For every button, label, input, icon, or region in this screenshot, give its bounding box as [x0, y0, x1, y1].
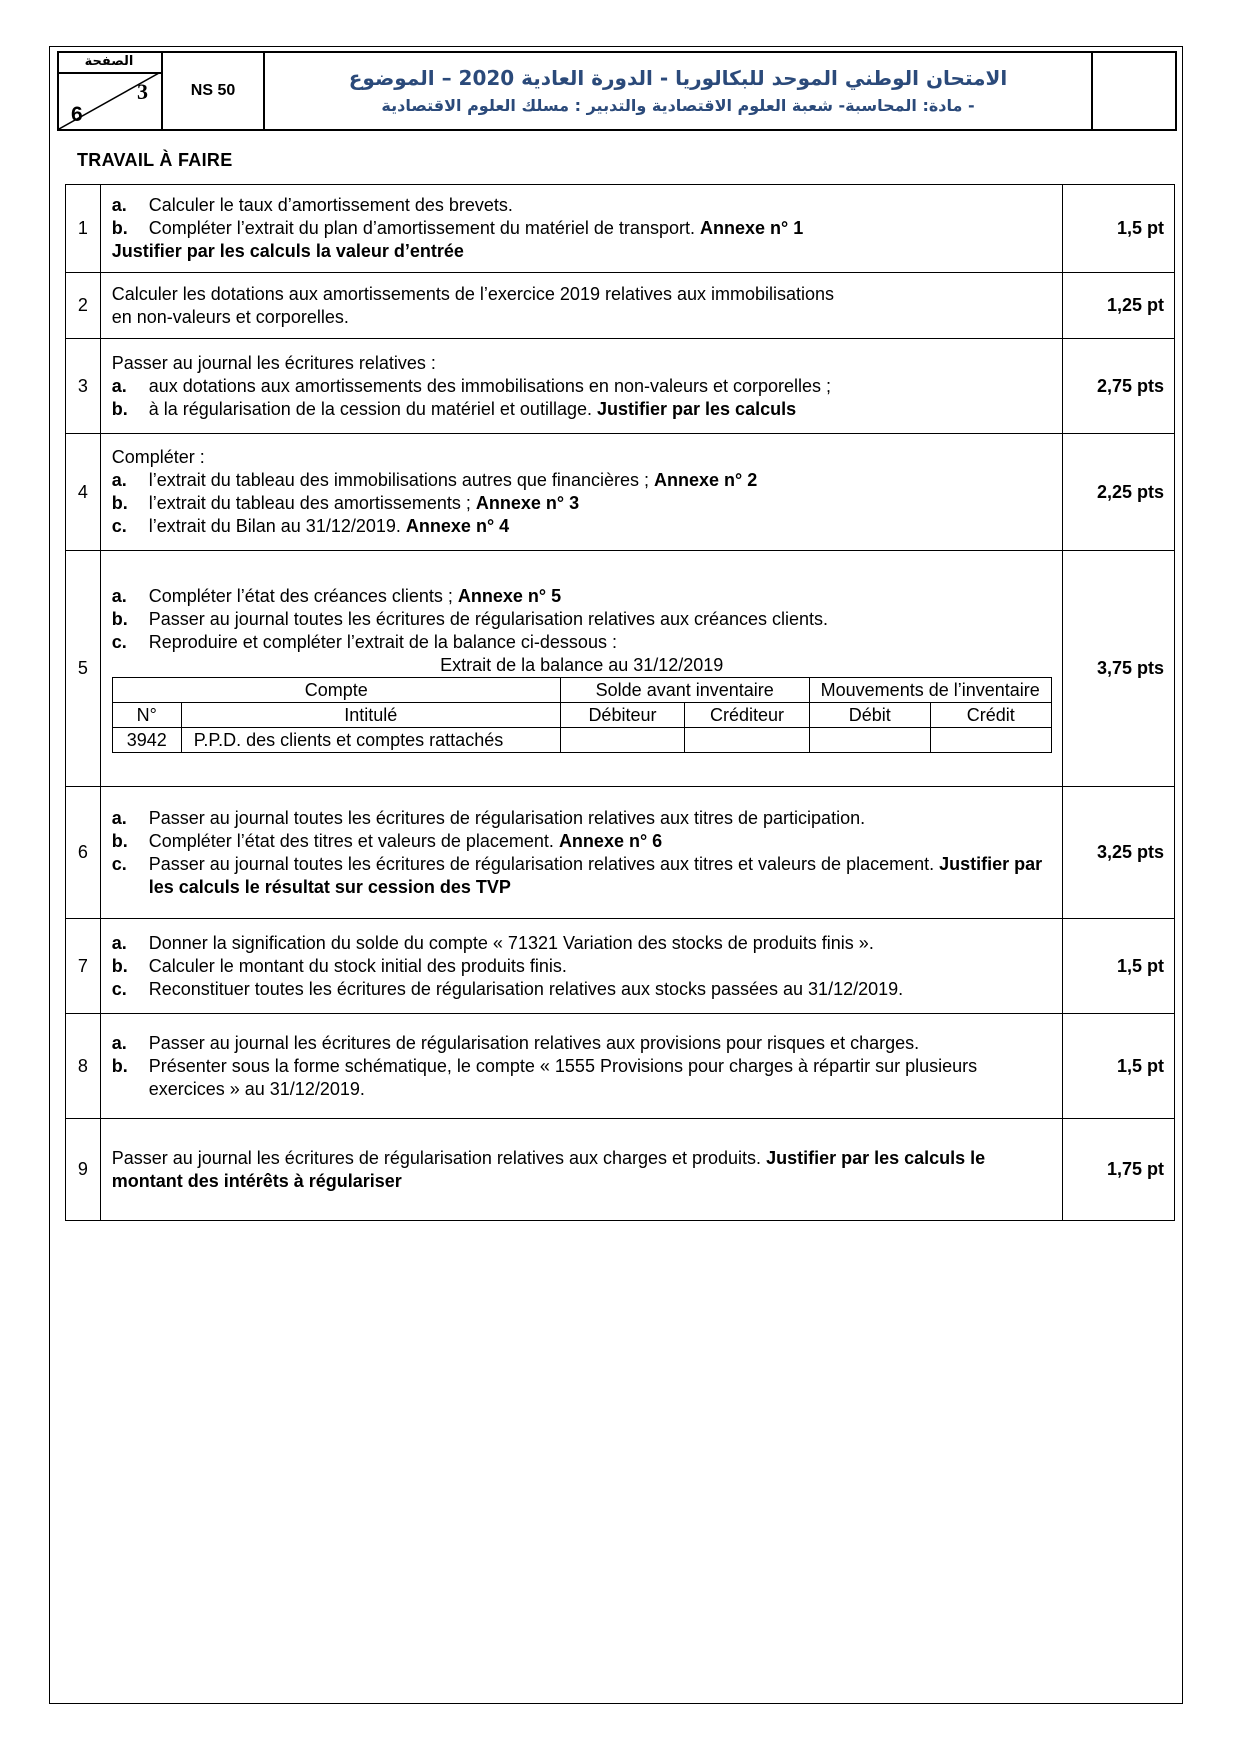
- task-number: 8: [66, 1014, 101, 1119]
- balance-header-num: N°: [112, 702, 181, 727]
- exam-header: [57, 51, 1177, 131]
- task-points: 1,75 pt: [1062, 1119, 1174, 1221]
- balance-cell-empty: [560, 727, 685, 752]
- task-row-3: [66, 339, 1175, 434]
- page-current: 3: [137, 79, 148, 104]
- balance-cell-empty: [685, 727, 810, 752]
- balance-header-crediteur: Créditeur: [685, 702, 810, 727]
- task-body: Calculer les dotations aux amortissements de l’exercice 2019 relatives aux immobilisations en non-valeurs et corporelles.: [100, 273, 1062, 339]
- task-body: Passer au journal les écritures relatives : a. aux dotations aux amortissements des immobilisations en non-valeurs et corporelles ; b. à la régularisation de la cession du matériel et outillage. Justifier par les calculs: [100, 339, 1062, 434]
- balance-header-solde: Solde avant inventaire: [560, 677, 809, 702]
- task-body: a. Passer au journal toutes les écritures de régularisation relatives aux titres de participation. b. Compléter l’état des titres et valeurs de placement. Annexe n° 6 c. Passer au journal toutes les écritures de régularisation relatives aux titres et valeurs de placement. Justifier par les calculs le résultat sur cession des TVP: [100, 787, 1062, 919]
- balance-cell-empty: [930, 727, 1051, 752]
- exam-title: [265, 53, 1093, 129]
- task-body: a. Passer au journal les écritures de régularisation relatives aux provisions pour risques et charges. b. Présenter sous la forme schématique, le compte « 1555 Provisions pour charges à répartir sur plusieurs exercices » au 31/12/2019.: [100, 1014, 1062, 1119]
- balance-table: [112, 677, 1052, 753]
- task-row-1: [66, 185, 1175, 273]
- header-blank-cell: [1093, 53, 1175, 129]
- balance-cell-empty: [809, 727, 930, 752]
- exam-title-line1: الامتحان الوطني الموحد للبكالوريا - الدورة العادية 2020 – الموضوع: [348, 66, 1008, 90]
- task-number: 1: [66, 185, 101, 273]
- task-number: 4: [66, 434, 101, 551]
- task-number: 3: [66, 339, 101, 434]
- balance-header-credit: Crédit: [930, 702, 1051, 727]
- task-number: 7: [66, 919, 101, 1014]
- balance-header-debiteur: Débiteur: [560, 702, 685, 727]
- exam-title-line2: - مادة: المحاسبة- شعبة العلوم الاقتصادية والتدبير : مسلك العلوم الاقتصادية: [381, 96, 975, 115]
- task-body: a. Calculer le taux d’amortissement des brevets. b. Compléter l’extrait du plan d’amortissement du matériel de transport. Annexe n° 1 Justifier par les calculs la valeur d’entrée: [100, 185, 1062, 273]
- balance-header-mouvements: Mouvements de l’inventaire: [809, 677, 1051, 702]
- task-row-5: [66, 551, 1175, 787]
- balance-row-num: 3942: [112, 727, 181, 752]
- task-points: 2,75 pts: [1062, 339, 1174, 434]
- balance-header-compte: Compte: [112, 677, 560, 702]
- section-title: TRAVAIL À FAIRE: [77, 150, 233, 170]
- task-points: 1,5 pt: [1062, 919, 1174, 1014]
- task-points: 1,5 pt: [1062, 185, 1174, 273]
- task-points: 1,5 pt: [1062, 1014, 1174, 1119]
- task-row-7: [66, 919, 1175, 1014]
- tasks-table: [65, 184, 1175, 1221]
- task-points: 3,75 pts: [1062, 551, 1174, 787]
- task-row-9: [66, 1119, 1175, 1221]
- task-number: 5: [66, 551, 101, 787]
- page-counter: [59, 53, 163, 129]
- task-number: 2: [66, 273, 101, 339]
- task-body: a. Donner la signification du solde du compte « 71321 Variation des stocks de produits finis ». b. Calculer le montant du stock initial des produits finis. c. Reconstituer toutes les écritures de régularisation relatives aux stocks passées au 31/12/2019.: [100, 919, 1062, 1014]
- balance-caption: Extrait de la balance au 31/12/2019: [440, 654, 724, 675]
- balance-row: [112, 727, 1051, 752]
- task-points: 1,25 pt: [1062, 273, 1174, 339]
- task-row-8: [66, 1014, 1175, 1119]
- task-points: 3,25 pts: [1062, 787, 1174, 919]
- task-number: 9: [66, 1119, 101, 1221]
- task-number: 6: [66, 787, 101, 919]
- exam-code: NS 50: [163, 53, 265, 129]
- task-row-2: [66, 273, 1175, 339]
- task-body: Compléter : a. l’extrait du tableau des immobilisations autres que financières ; Annexe n° 2 b. l’extrait du tableau des amortissements ; Annexe n° 3 c. l’extrait du Bilan au 31/12/2019. Annexe n° 4: [100, 434, 1062, 551]
- task-body: Passer au journal les écritures de régularisation relatives aux charges et produits. Justifier par les calculs le montant des intérêts à régulariser: [100, 1119, 1062, 1221]
- task-row-6: [66, 787, 1175, 919]
- page-total: 6: [71, 103, 83, 126]
- balance-row-intitule: P.P.D. des clients et comptes rattachés: [181, 727, 560, 752]
- task-body: a. Compléter l’état des créances clients ; Annexe n° 5 b. Passer au journal toutes les écritures de régularisation relatives aux créances clients. c. Reproduire et compléter l’extrait de la balance ci-dessous : Extrait de la balance au 31/12/2019 Compte Solde avant inventaire Mouvements de l’inventaire N° Intitulé Débiteur Créditeur Débit Crédit 3942 P.P.D. des clients et comptes rattachés: [100, 551, 1062, 787]
- task-points: 2,25 pts: [1062, 434, 1174, 551]
- balance-header-intitule: Intitulé: [181, 702, 560, 727]
- task-row-4: [66, 434, 1175, 551]
- page-label: الصفحة: [84, 54, 134, 69]
- balance-header-debit: Débit: [809, 702, 930, 727]
